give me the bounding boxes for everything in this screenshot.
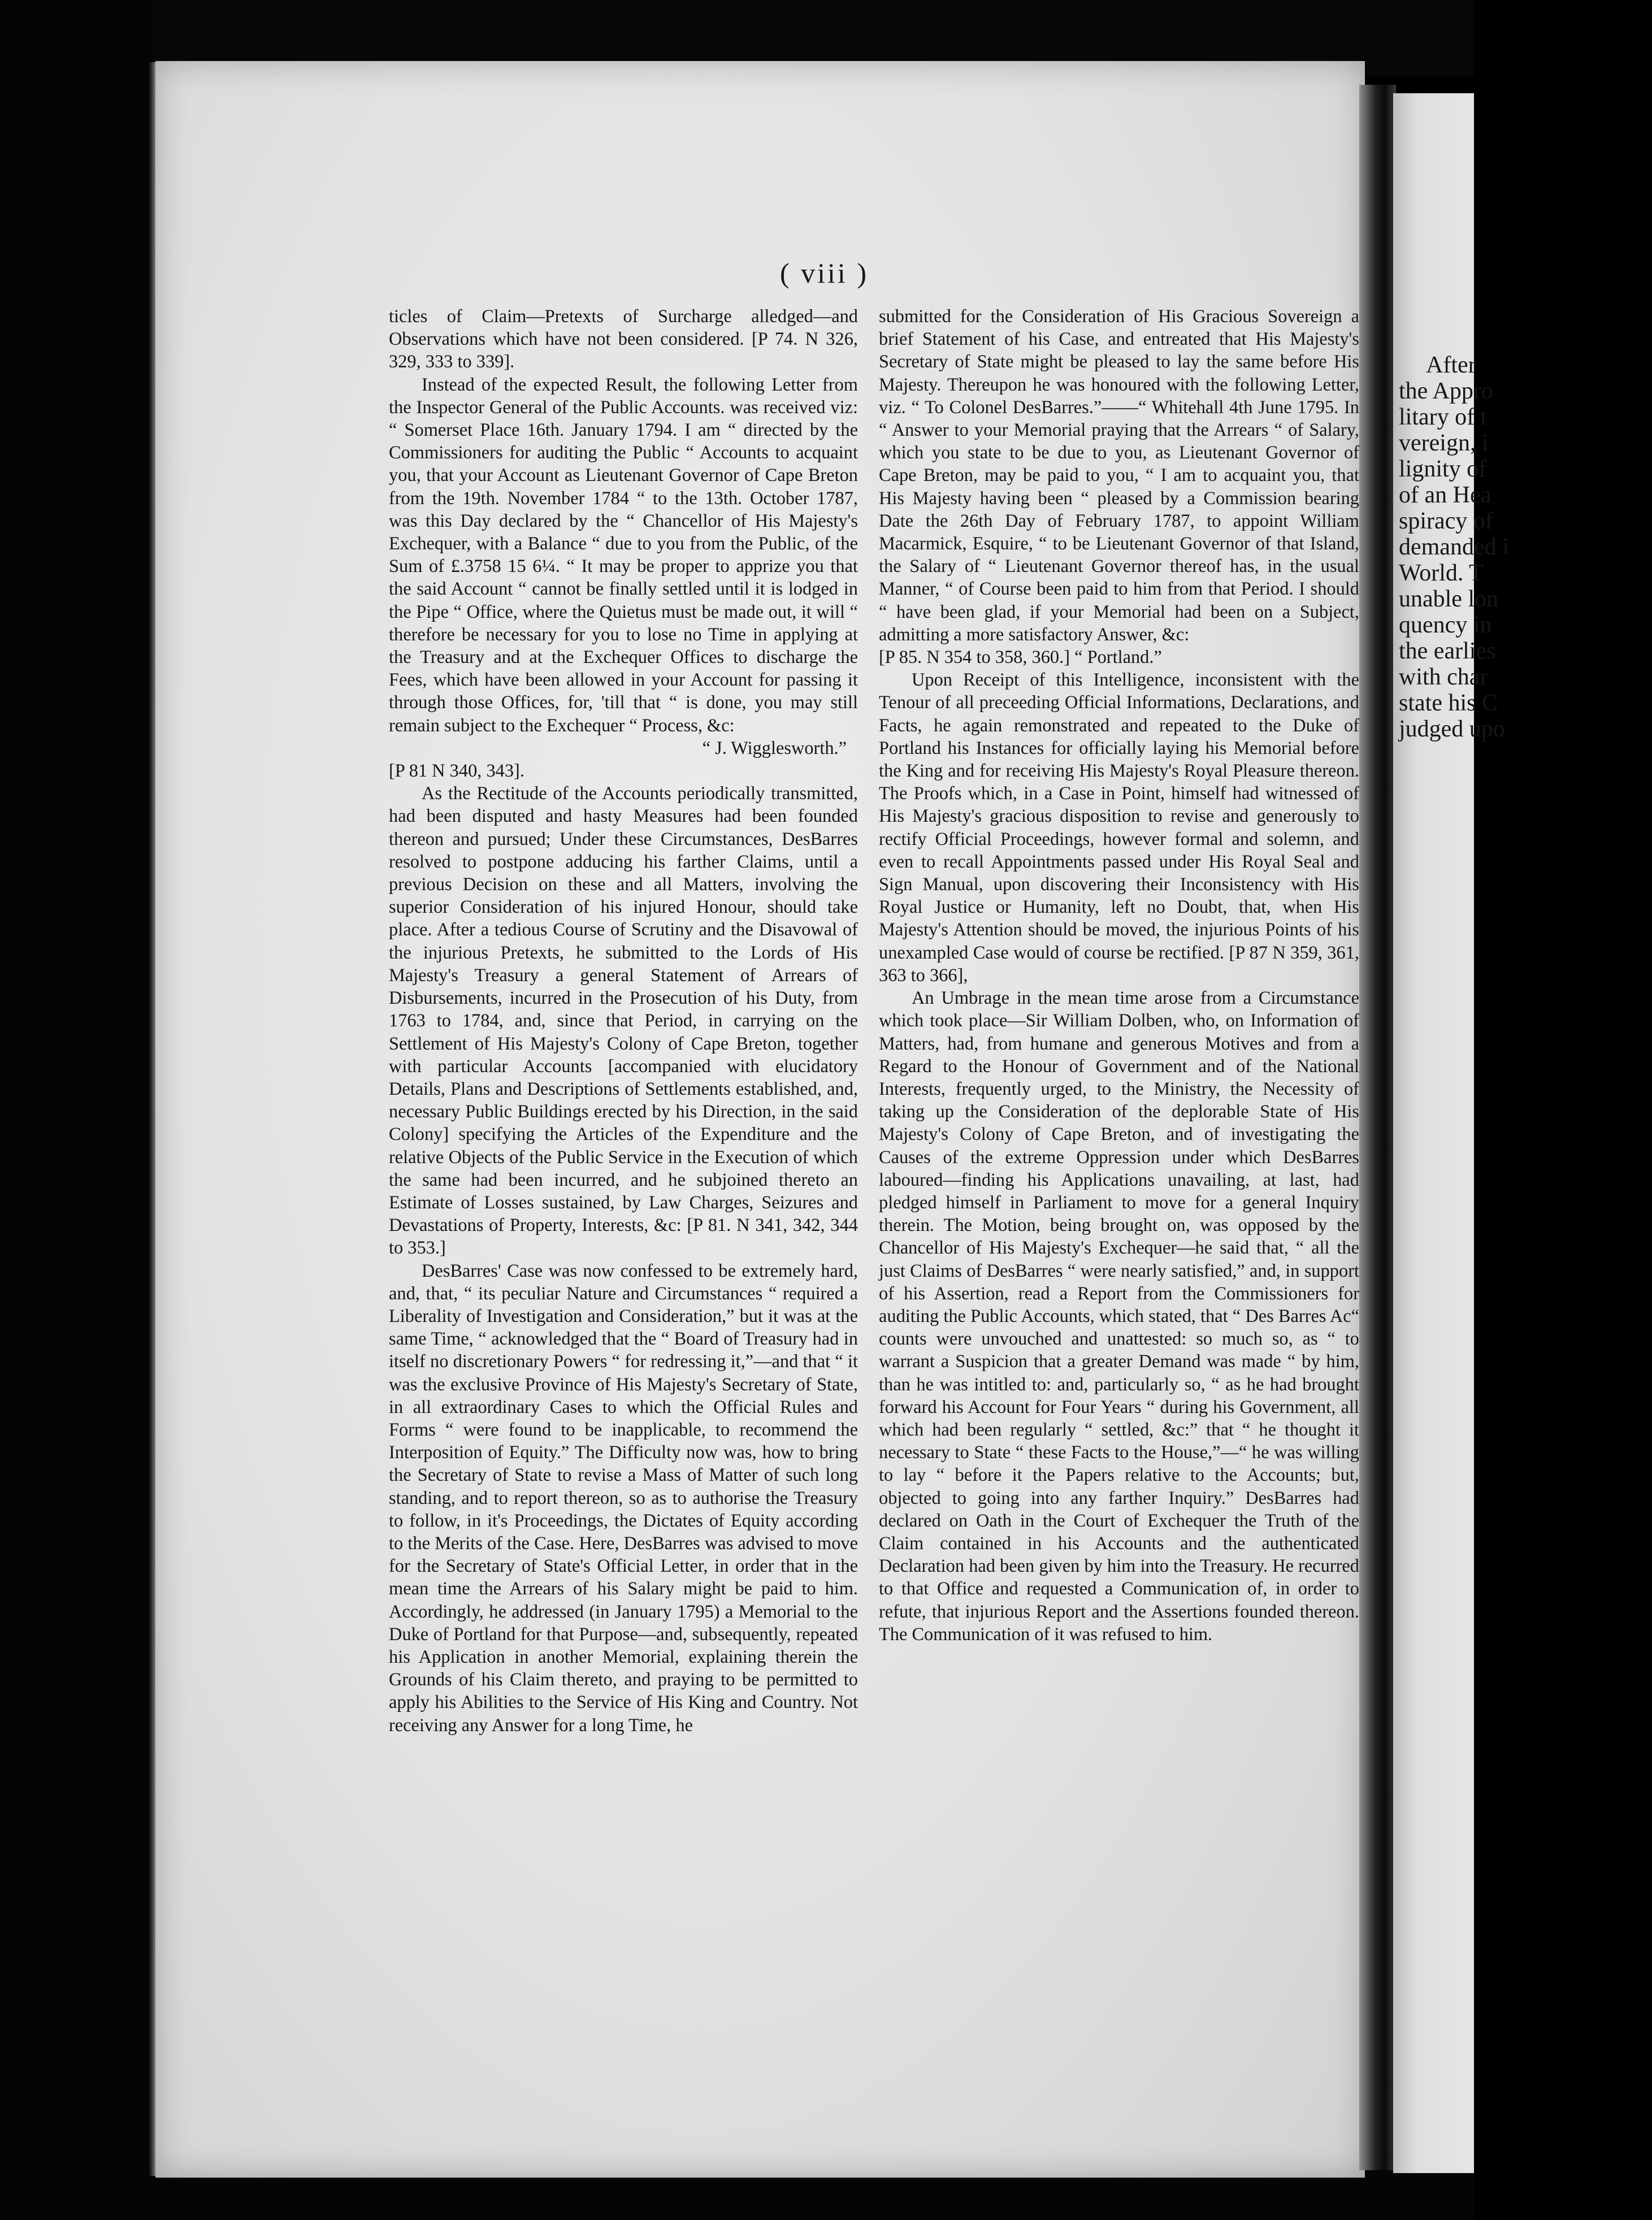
paragraph: Instead of the expected Result, the following Letter from the Inspector General of the Public Accounts. was received viz: “ Somerset Place 16th. January 1794. I am “ directed by the Commissioners for auditing the Public “ Accounts to acquaint you, that your Account as Lieutenant Governor of Cape Breton from the 19th. November 1784 “ to the 13th. October 1787, was this Day declared by the “ Chancellor of His Majesty's Exchequer, with a Balance “ due to you from the Public, of the Sum of £.3758 15 6¼. “ It may be proper to apprize you that the said Account “ cannot be finally settled until it is lodged in the Pipe “ Office, where the Quietus must be made out, it will “ therefore be necessary for you to lose no Time in applying at the Treasury and at the Exchequer Offices to discharge the Fees, which have been allowed in your Account for passing it through those Offices, for, 'till that “ is done, you may still remain subject to the Exchequer “ Process, &c: [389, 374, 858, 736]
adjacent-page-fragment [1393, 93, 1509, 2173]
book-gutter [1359, 85, 1396, 2170]
paragraph: DesBarres' Case was now confessed to be extremely hard, and, that, “ its peculiar Nature and Circumstances “ required a Liberality of Investigation and Consideration,” but it was at the same Time, “ acknowledged that the “ Board of Treasury had in itself no discretionary Powers “ for redressing it,”—and that “ it was the exclusive Province of His Majesty's Secretary of State, in all extraordinary Cases to which the Official Rules and Forms “ were found to be inapplicable, to recommend the Interposition of Equity.” The Difficulty now was, how to bring the Secretary of State to revise a Mass of Matter of such long standing, and to report thereon, so as to authorise the Treasury to follow, in it's Proceedings, the Dictates of Equity according to the Merits of the Case. Here, DesBarres was advised to move for the Secretary of State's Official Letter, in order that in the mean time the Arrears of his Salary might be paid to him. Accordingly, he addressed (in January 1795) a Memorial to the Duke of Portland for that Purpose—and, subsequently, repeated his Application in another Memorial, explaining therein the Grounds of his Claim thereto, and praying to be permitted to apply his Abilities to the Service of His King and Country. Not receiving any Answer for a long Time, he [389, 1260, 858, 1736]
reference-note: [P 81 N 340, 343]. [389, 761, 524, 782]
paragraph: Upon Receipt of this Intelligence, inconsistent with the Tenour of all preceeding Official Informations, Declarations, and Facts, he again remonstrated and repeated to the Duke of Portland his Instances for officially laying his Memorial before the King and for receiving His Majesty's Royal Pleasure thereon. The Proofs which, in a Case in Point, himself had witnessed of His Majesty's gracious disposition to revise and generously to rectify Official Proceedings, however formal and solemn, and even to recall Appointments passed under His Royal Seal and Sign Manual, upon discovering their Inconsistency with His Royal Justice or Humanity, left no Doubt, that, when His Majesty's Attention should be moved, the injurious Points of his unexampled Case would of course be rectified. [P 87 N 359, 361, 363 to 366], [879, 670, 1359, 986]
paragraph: ticles of Claim—Pretexts of Surcharge alledged—and Observations which have not been considered. [P 74. N 326, 329, 333 to 339]. [389, 306, 858, 372]
fragment-line: vereign, i [1399, 430, 1489, 456]
paragraph: As the Rectitude of the Accounts periodically transmitted, had been disputed and hasty Measures had been founded thereon and pursued; Under these Circumstances, DesBarres resolved to postpone adducing his farther Claims, until a previous Decision on these and all Matters, involving the superior Consideration of his injured Honour, should take place. After a tedious Course of Scrutiny and the Disavowal of the injurious Pretexts, he submitted to the Lords of His Majesty's Treasury a general Statement of Arrears of Disbursements, incurred in the Prosecution of his Duty, from 1763 to 1784, and, since that Period, in carrying on the Settlement of His Majesty's Colony of Cape Breton, together with particular Accounts [accompanied with elucidatory Details, Plans and Descriptions of Settlements established, and, necessary Public Buildings erected by his Direction, in the said Colony] specifying the Articles of the Expenditure and the relative Objects of the Public Service in the Execution of which the same had been incurred, and he subjoined thereto an Estimate of Losses sustained, by Law Charges, Seizures and Devastations of Property, Interests, &c: [P 81. N 341, 342, 344 to 353.] [389, 783, 858, 1259]
fragment-line: judged upo [1399, 716, 1505, 742]
fragment-line: demanded i [1399, 534, 1509, 560]
letter-signature: “ J. Wigglesworth.” [702, 738, 847, 758]
fragment-line: with char [1399, 664, 1488, 690]
fragment-line: lignity of [1399, 456, 1487, 482]
fragment-line: the Appro [1399, 378, 1493, 404]
fragment-line: World. T [1399, 560, 1484, 586]
paragraph: submitted for the Consideration of His Gracious Sovereign a brief Statement of his Case, and entreated that His Majesty's Secretary of State might be pleased to lay the same before His Majesty. Thereupon he was honoured with the following Letter, viz. “ To Colonel DesBarres.”——“ Whitehall 4th June 1795. In “ Answer to your Memorial praying that the Arrears “ of Salary, which you state to be due to you, as Lieutenant Governor of Cape Breton, may be paid to you, “ I am to acquaint you, that His Majesty having been “ pleased by a Commission bearing Date the 26th Day of February 1787, to appoint William Macarmick, Esquire, “ to be Lieutenant Governor of that Island, the Salary of “ Lieutenant Governor thereof has, in the usual Manner, “ of Course been paid to him from that Period. I should “ have been glad, if your Memorial had been on a Subject, admitting a more satisfactory Answer, &c: [879, 306, 1359, 645]
fragment-line: the earlies [1399, 638, 1496, 664]
paragraph: An Umbrage in the mean time arose from a Circumstance which took place—Sir William Dolben, who, on Information of Matters, had, from humane and generous Motives and from a Regard to the Honour of Government and of the National Interests, frequently urged, to the Ministry, the Necessity of taking up the Consideration of the deplorable State of His Majesty's Colony of Cape Breton, and of investigating the Causes of the extreme Oppression under which DesBarres laboured—finding his Applications unavailing, at last, had pledged himself in Parliament to move for a general Inquiry therein. The Motion, being brought on, was opposed by the Chancellor of His Majesty's Exchequer—he said that, “ all the just Claims of DesBarres “ were nearly satisfied,” and, in support of his Assertion, read a Report from the Commissioners for auditing the Public Accounts, which stated, that “ Des Barres Ac“ counts were unvouched and unattested: so much so, as “ to warrant a Suspicion that a greater Demand was made “ by him, than he was intitled to: and, particularly so, “ as he had brought forward his Account for Four Years “ during his Government, all which had been regularly “ settled, &c:” that “ he thought it necessary to State “ these Facts to the House,”—“ he was willing to lay “ before it the Papers relative to the Accounts; but, objected to going into any farther Inquiry.” DesBarres had declared on Oath in the Court of Exchequer the Truth of the Claim contained in his Accounts and the authenticated Declaration had been given by him into the Treasury. He recurred to that Office and requested a Communication of, in order to refute, that injurious Report and the Assertions founded thereon. The Communication of it was refused to him. [879, 988, 1359, 1645]
fragment-line: After [1426, 352, 1476, 378]
scan-border-left [0, 0, 153, 2220]
page-number-header: ( viii ) [780, 257, 869, 289]
fragment-line: state his C [1399, 690, 1498, 716]
left-text-column [389, 305, 858, 1737]
fragment-line: litary of t [1399, 404, 1488, 430]
page-edge-shadow [148, 62, 156, 2176]
fragment-line: of an Hea [1399, 482, 1491, 508]
fragment-line: unable lon [1399, 586, 1499, 612]
fragment-line: quency in [1399, 612, 1492, 638]
right-text-column [879, 305, 1359, 1646]
fragment-line: spiracy of [1399, 508, 1493, 534]
reference-signature-line: [P 85. N 354 to 358, 360.] “ Portland.” [879, 647, 1162, 668]
